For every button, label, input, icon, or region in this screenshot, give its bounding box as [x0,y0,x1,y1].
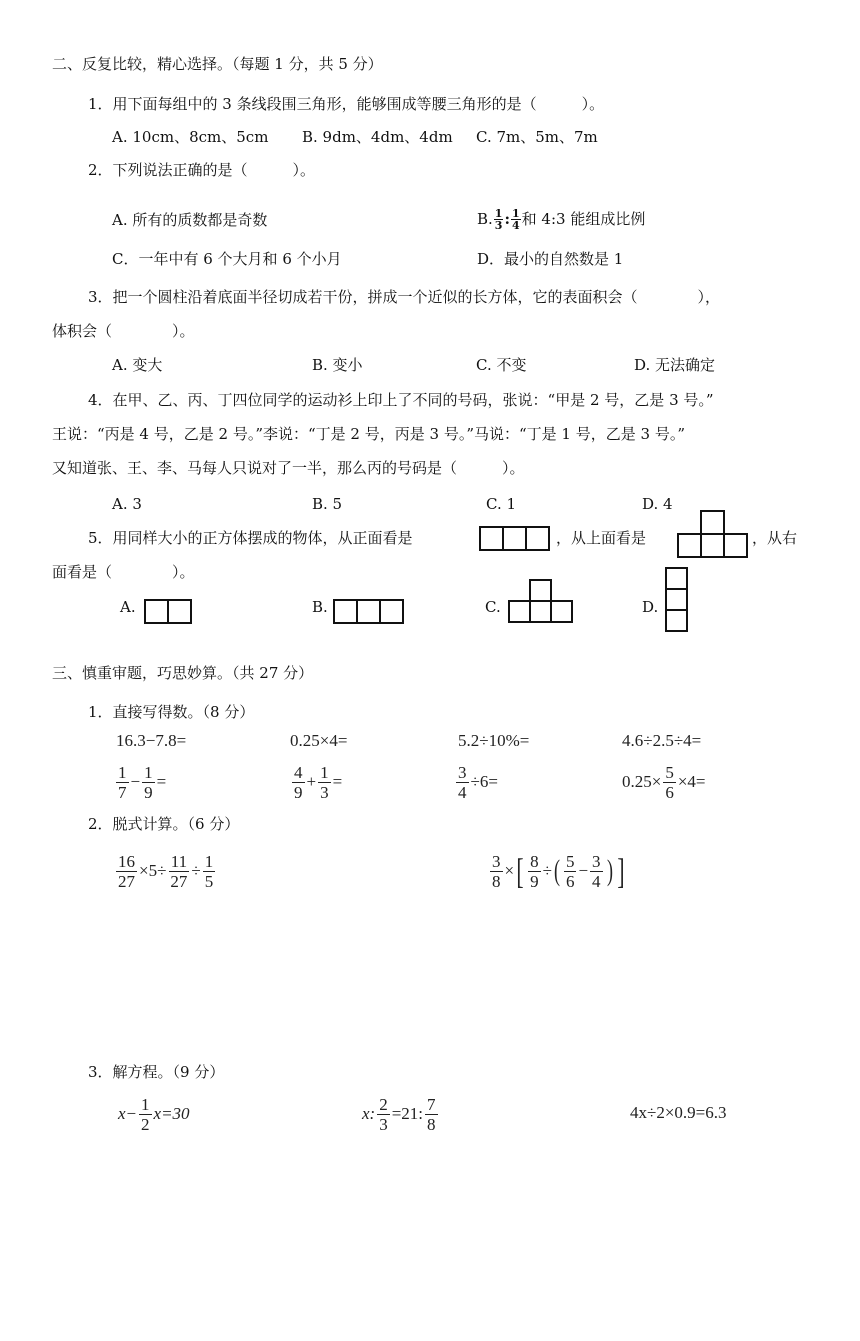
p1-expr-5: $\frac{1}{7}$ − $\frac{1}{9}$ = [118,762,167,802]
p1-expr-4: 4.6÷2.5÷4= [622,731,702,750]
q4-option-c: C. 1 [486,495,517,513]
q1-option-c: C. 7m、5m、7m [476,128,598,146]
q1-option-a: A. 10cm、8cm、5cm [112,128,269,146]
q1-option-b: B. 9dm、4dm、4dm [302,128,453,146]
q3-option-b: B. 变小 [312,356,363,374]
q4-option-b: B. 5 [312,495,343,513]
q4-line3: 又知道张、王、李、马每人只说对了一半，那么丙的号码是（ ）。 [52,459,525,477]
q2-b-prefix: B. [477,210,493,228]
q2-b-fraction-2: 1 4 [512,206,520,232]
p3-equation-2: x: $\frac{2}{3}$ =21: $\frac{7}{8}$ [362,1094,436,1134]
q3-option-a: A. 变大 [112,356,163,374]
p1-title: 1．直接写得数。（8 分） [88,703,255,721]
q3-option-d: D. 无法确定 [634,356,716,374]
q2-option-d: D．最小的自然数是 1 [477,250,624,268]
q4-option-a: A. 3 [112,495,142,513]
q4-line1: 4．在甲、乙、丙、丁四位同学的运动衫上印上了不同的号码，张说：“甲是 2 号，乙是 3 号。” [88,391,714,409]
p1-expr-7: $\frac{3}{4}$ ÷6= [458,762,498,802]
q5-option-d-label: D. [642,598,659,616]
q5-text-part2: ，从上面看是 [556,529,647,547]
q2-option-a: A. 所有的质数都是奇数 [112,211,268,229]
q2-text: 2．下列说法正确的是（ ）。 [88,161,316,179]
p1-expr-8: 0.25× $\frac{5}{6}$ ×4= [622,762,706,802]
section2-heading: 二、反复比较，精心选择。（每题 1 分，共 5 分） [52,55,383,73]
q2-b-colon: : [504,210,510,228]
p1-expr-6: $\frac{4}{9}$ + $\frac{1}{3}$ = [294,762,343,802]
p1-expr-3: 5.2÷10%= [458,731,530,750]
q2-option-c: C．一年中有 6 个大月和 6 个小月 [112,250,342,268]
q3-line2: 体积会（ ）。 [52,322,195,340]
q5-text-part1: 5．用同样大小的正方体摆成的物体，从正面看是 [88,529,413,547]
q3-line1: 3．把一个圆柱沿着底面半径切成若干份，拼成一个近似的长方体，它的表面积会（ ）， [88,288,721,306]
p2-expr-1: $\frac{16}{27}$ ×5÷ $\frac{11}{27}$ ÷ $\frac{1}{5}$ [118,851,214,891]
q4-option-d: D. 4 [642,495,673,513]
section3-heading: 三、慎重审题，巧思妙算。（共 27 分） [52,664,314,682]
p1-expr-2: 0.25×4= [290,731,348,750]
p3-title: 3．解方程。（9 分） [88,1063,225,1081]
q5-text-part3: ，从右 [752,529,798,547]
p1-expr-1: 16.3−7.8= [116,731,187,750]
p2-title: 2．脱式计算。（6 分） [88,815,240,833]
q2-option-b [477,202,645,236]
q3-option-c: C. 不变 [476,356,527,374]
q5-option-c-label: C. [485,598,501,616]
p3-equation-1: x− $\frac{1}{2}$ x=30 [118,1094,190,1134]
p3-equation-3: 4x÷2×0.9=6.3 [630,1103,727,1122]
q5-option-a-label: A. [120,598,136,616]
p2-expr-2: $\frac{3}{8}$ × [ $\frac{8}{9}$ ÷ ( $\frac{5}{6}$ − $\frac{3}{4}$ ) ] [492,851,625,891]
q2-b-fraction-1: 1 3 [494,206,503,232]
q2-b-suffix: 和 4:3 能组成比例 [521,210,646,228]
q1-text: 1．用下面每组中的 3 条线段围三角形，能够围成等腰三角形的是（ ）。 [88,95,605,113]
q4-line2: 王说：“丙是 4 号，乙是 2 号。”李说：“丁是 2 号，丙是 3 号。”马说：“丁是 1 号，乙是 3 号。” [52,425,685,443]
q5-line2: 面看是（ ）。 [52,563,195,581]
q5-option-b-label: B. [312,598,328,616]
